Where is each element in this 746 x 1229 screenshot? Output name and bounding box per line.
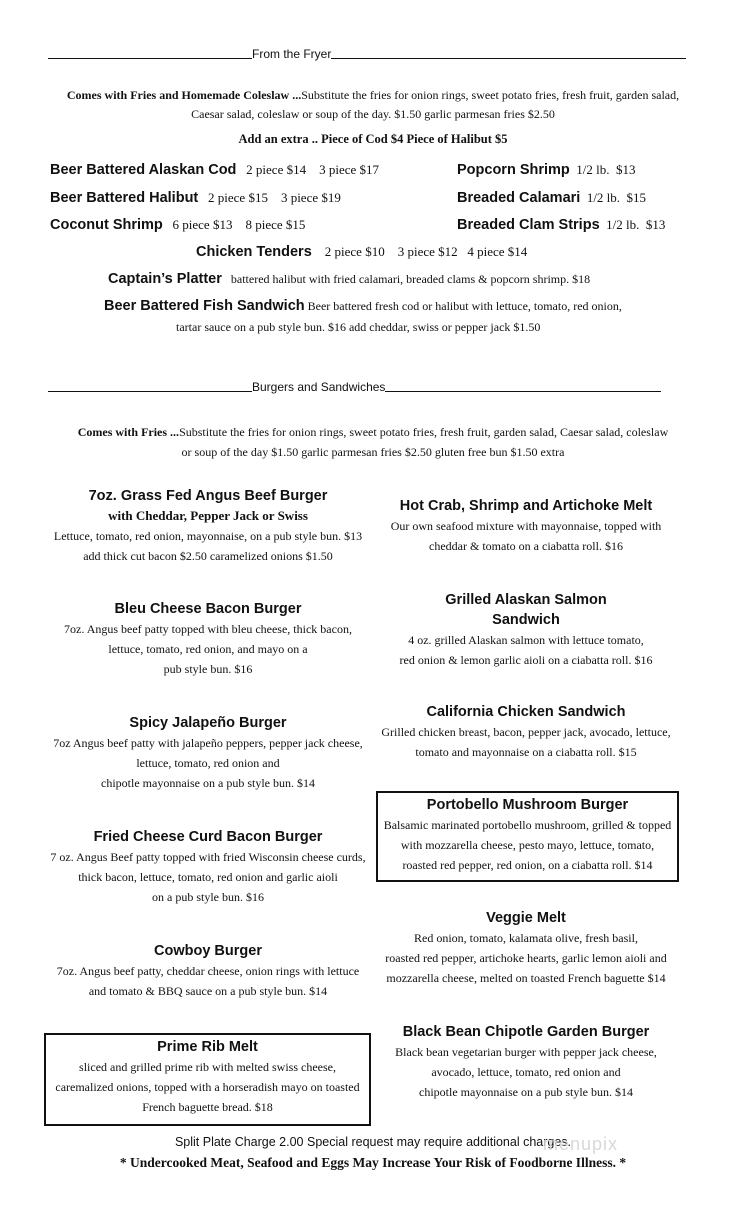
item-name: 7oz. Grass Fed Angus Beef Burger [88,488,328,504]
burgers-section-heading [48,380,661,394]
fryer-heading-text: From the Fryer [252,47,332,61]
item-name: Portobello Mushroom Burger [426,797,629,813]
menu-item: Popcorn Shrimp 1/2 lb. $13 [457,162,636,178]
item-name: Veggie Melt [486,910,566,926]
item-desc-line2: tartar sauce on a pub style bun. $16 add cheddar, swiss or pepper jack $1.50 [176,320,541,334]
menu-item: Coconut Shrimp 6 piece $13 8 piece $15 [50,217,306,233]
menu-item: Grilled Alaskan Salmon Sandwich 4 oz. grilled Alaskan salmon with lettuce tomato, red onion & lemon garlic aioli on a ciabatta roll. $16 [370,590,682,670]
menu-item: Fried Cheese Curd Bacon Burger 7 oz. Angus Beef patty topped with fried Wisconsin cheese curds, thick bacon, lettuce, tomato, red onion and garlic aioli on a pub style bun. $16 [40,827,376,907]
item-name: Hot Crab, Shrimp and Artichoke Melt [399,498,653,514]
item-name: Fried Cheese Curd Bacon Burger [93,829,323,845]
menu-item-captains-platter [108,271,590,287]
menu-item: Beer Battered Halibut 2 piece $15 3 piece $19 [50,190,341,206]
menu-item: Bleu Cheese Bacon Burger 7oz. Angus beef patty topped with bleu cheese, thick bacon, lettuce, tomato, red onion, and mayo on a pub style bun. $16 [40,599,376,679]
menu-item-featured: Prime Rib Melt sliced and grilled prime rib with melted swiss cheese, caremalized onions, topped with a horseradish mayo on toasted French baguette bread. $18 [44,1033,371,1126]
item-name: Prime Rib Melt [157,1039,258,1055]
item-name: Cowboy Burger [154,943,262,959]
menu-item: Hot Crab, Shrimp and Artichoke Melt Our own seafood mixture with mayonnaise, topped with cheddar & tomato on a ciabatta roll. $16 [370,496,682,556]
menu-item: 7oz. Grass Fed Angus Beef Burger with Cheddar, Pepper Jack or Swiss Lettuce, tomato, red onion, mayonnaise, on a pub style bun. $13 add thick cut bacon $2.50 caramelized onions $1.50 [40,486,376,566]
burgers-heading-text: Burgers and Sandwiches [252,380,386,394]
item-name: Chicken Tenders [196,244,312,260]
menu-item: Veggie Melt Red onion, tomato, kalamata olive, fresh basil, roasted red pepper, artichoke hearts, garlic lemon aioli and mozzarella cheese, melted on toasted French baguette $14 [370,908,682,988]
fryer-intro: Comes with Fries and Homemade Coleslaw ...Substitute the fries for onion rings, sweet potato fries, fresh fruit, garden salad, [66,88,680,102]
item-name: Grilled Alaskan Salmon [445,592,607,608]
fryer-intro-line2: Caesar salad, coleslaw or soup of the day. $1.50 garlic parmesan fries $2.50 [191,107,555,121]
fryer-section-heading [48,47,686,61]
menu-item: Beer Battered Alaskan Cod 2 piece $14 3 piece $17 [50,162,380,178]
item-name: California Chicken Sandwich [426,704,626,720]
item-name: Breaded Calamari [457,190,581,206]
item-name: Captain’s Platter [108,271,222,287]
item-desc: Beer battered fresh cod or halibut with lettuce, tomato, red onion, [307,299,622,313]
menu-item: Breaded Clam Strips 1/2 lb. $13 [457,217,666,233]
burgers-intro-line2: or soup of the day $1.50 garlic parmesan fries $2.50 gluten free bun $1.50 extra [181,445,565,459]
item-name: Beer Battered Fish Sandwich [104,298,305,314]
item-name: Spicy Jalapeño Burger [129,715,287,731]
menu-item-fish-sandwich [104,298,622,314]
menu-item-chicken-tenders: Chicken Tenders 2 piece $10 3 piece $12 4 piece $14 [196,244,528,260]
item-name-line2: Sandwich [492,612,560,628]
menu-item: Breaded Calamari 1/2 lb. $15 [457,190,647,206]
item-desc: battered halibut with fried calamari, breaded clams & popcorn shrimp. $18 [230,272,591,286]
item-name: Beer Battered Halibut [50,190,199,206]
watermark-logo: menupix [542,1134,618,1154]
menu-item: Spicy Jalapeño Burger 7oz Angus beef patty with jalapeño peppers, pepper jack cheese, lettuce, tomato, red onion and chipotle mayonnaise on a pub style bun. $14 [40,713,376,793]
menu-item-featured: Portobello Mushroom Burger Balsamic marinated portobello mushroom, grilled & topped with mozzarella cheese, pesto mayo, lettuce, tomato, roasted red pepper, red onion, on a ciabatta roll. $14 [376,791,679,882]
item-name: Bleu Cheese Bacon Burger [114,601,302,617]
split-plate-note: Split Plate Charge 2.00 Special request may require additional charges. [174,1135,572,1149]
fryer-extra: Add an extra .. Piece of Cod $4 Piece of Halibut $5 [238,132,508,146]
item-name: Popcorn Shrimp [457,162,570,178]
item-subtitle: with Cheddar, Pepper Jack or Swiss [108,508,308,523]
burgers-intro: Comes with Fries ...Substitute the fries for onion rings, sweet potato fries, fresh fruit, garden salad, Caesar salad, coleslaw [77,425,669,439]
menu-item: Cowboy Burger 7oz. Angus beef patty, cheddar cheese, onion rings with lettuce and tomato & BBQ sauce on a pub style bun. $14 [40,941,376,1001]
foodborne-warning: * Undercooked Meat, Seafood and Eggs May Increase Your Risk of Foodborne Illness. * [119,1155,627,1170]
item-name: Beer Battered Alaskan Cod [50,162,237,178]
item-name: Breaded Clam Strips [457,217,600,233]
item-name: Coconut Shrimp [50,217,163,233]
item-name: Black Bean Chipotle Garden Burger [402,1024,650,1040]
menu-item: Black Bean Chipotle Garden Burger Black bean vegetarian burger with pepper jack cheese, avocado, lettuce, tomato, red onion and chipotle mayonnaise on a pub style bun. $14 [370,1022,682,1102]
menu-item: California Chicken Sandwich Grilled chicken breast, bacon, pepper jack, avocado, lettuce, tomato and mayonnaise on a ciabatta roll. $15 [370,702,682,762]
